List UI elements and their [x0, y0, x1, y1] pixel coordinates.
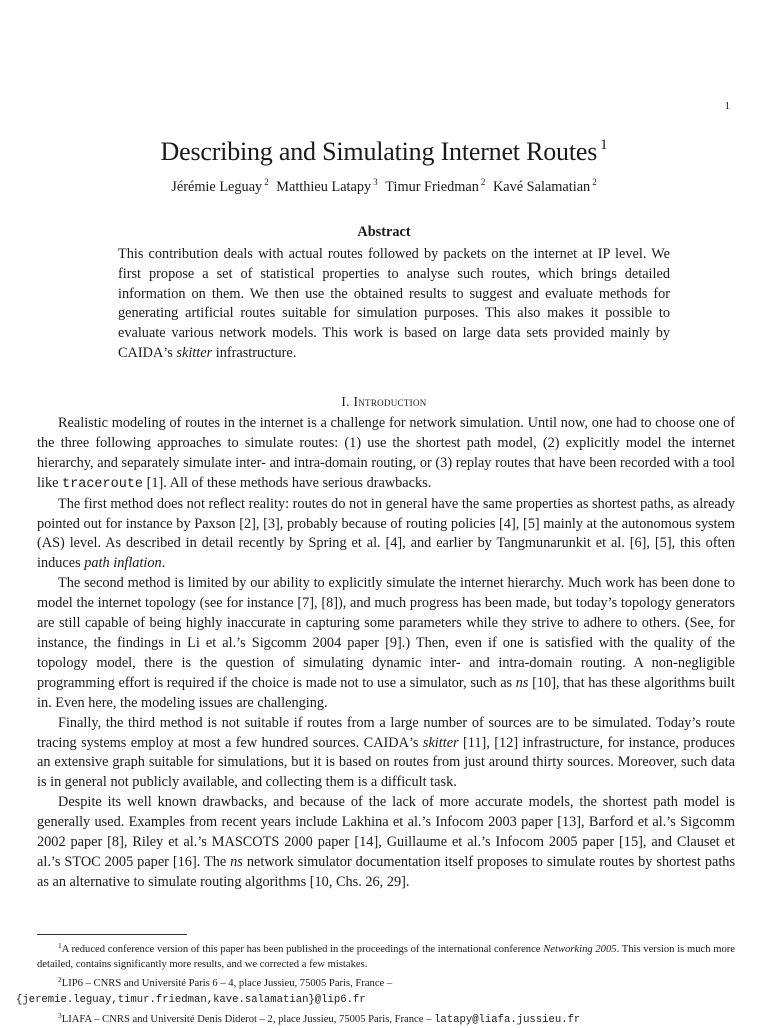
page-number: 1	[724, 100, 730, 112]
paragraph: Realistic modeling of routes in the internet is a challenge for network simulation. Until now, one had to choose one of the three following approaches to simulate routes: (1) use the shortest path model, (2) explicitly model the internet hierarchy, and separately simulate inter- and intra-domain routing, or (3) replay routes that have been recorded with a tool like traceroute [1]. All of these methods have serious drawbacks.	[37, 415, 735, 492]
email-list: {jeremie.leguay,timur.friedman,kave.salamatian}@lip6.fr	[16, 993, 366, 1006]
paragraph: Despite its well known drawbacks, and because of the lack of more accurate models, the shortest path model is generally used. Examples from recent years include Lakhina et al.’s Infocom 2003 paper [13], Barford et al.’s Sigcomm 2002 paper [8], Riley et al.’s MASCOTS 2000 paper [14], Guillaume et al.’s Infocom 2005 paper [15], and Clauset et al.’s STOC 2005 paper [16]. The ns network simulator documentation itself proposes to simulate routes by shortest paths as an alternative to simulate routing algorithms [10, Chs. 26, 29].	[37, 794, 736, 890]
author-list	[0, 172, 768, 197]
paper-title	[0, 129, 768, 168]
author: Jérémie Leguay $^2$	[171, 177, 269, 195]
footnotes	[16, 938, 735, 1028]
author: Kavé Salamatian $^2$	[492, 177, 597, 195]
footnote-divider	[37, 934, 187, 935]
paragraph: The first method does not reflect reality: routes do not in general have the same properties as shortest paths, as already pointed out for instance by Paxson [2], [3], probably because of routing policies [4], [5] mainly at the autonomous system (AS) level. As described in detail recently by Spring et al. [4], and earlier by Tangmunarunkit et al. [6], [5], this often induces path inflation.	[37, 495, 735, 572]
author: Matthieu Latapy $^3$	[276, 177, 378, 195]
footnote: $^1$A reduced conference version of this paper has been published in the proceedings of the international conference Networking 2005. This version is much more detailed, contains significantly more results, and we corrected a few mistakes.	[37, 941, 735, 971]
paragraph: The second method is limited by our ability to explicitly simulate the internet hierarchy. Much work has been done to model the internet topology (see for instance [7], [8]), and much progress has been made, but today’s topology generators are still capable of being highly inaccurate in capturing some parameters while they strive to adhere to others. (See, for instance, the findings in Li et al.’s Sigcomm 2004 paper [9].) Then, even if one is satisfied with the quality of the topology model, there is the question of simulating dynamic inter- and intra-domain routing. A non-negligible programming effort is required if the choice is made not to use a simulator, such as ns [10], that has these algorithms built in. Even here, the modeling issues are challenging.	[37, 575, 735, 711]
title-text: Describing and Simulating Internet Routes	[160, 137, 598, 166]
author: Timur Friedman $^2$	[385, 177, 486, 195]
footnote: $^2$LIP6 – CNRS and Université Paris 6 – 4, place Jussieu, 75005 Paris, France – {jeremie.leguay,timur.friedman,kave.salamatian}@lip6.fr	[16, 975, 393, 1006]
abstract-body: This contribution deals with actual routes followed by packets on the internet at IP level. We first propose a set of statistical properties to analyse such routes, which brings detailed information on them. We then use the obtained results to suggest and evaluate methods for generating artificial routes suitable for simulation purposes. This also makes it possible to evaluate various network models. This work is based on large data sets provided mainly by CAIDA’s skitter infrastructure.	[118, 246, 670, 361]
abstract-heading: Abstract	[357, 224, 411, 240]
title-footnote-mark: 1	[600, 137, 608, 153]
paragraph: Finally, the third method is not suitable if routes from a large number of sources are to be simulated. Today’s route tracing systems employ at most a few hundred sources. CAIDA’s skitter [11], [12] infrastructure, for instance, produces an extensive graph suitable for simulations, but it is based on routes from just around thirty sources. Moreover, such data is in general not publicly available, and collecting them is a difficult task.	[37, 714, 735, 791]
section-heading: I. Introduction	[341, 394, 427, 409]
email: latapy@liafa.jussieu.fr	[434, 1013, 581, 1026]
footnote: $^3$LIAFA – CNRS and Université Denis Diderot – 2, place Jussieu, 75005 Paris, France – latapy@liafa.jussieu.fr	[58, 1010, 581, 1026]
body-text	[37, 414, 735, 893]
